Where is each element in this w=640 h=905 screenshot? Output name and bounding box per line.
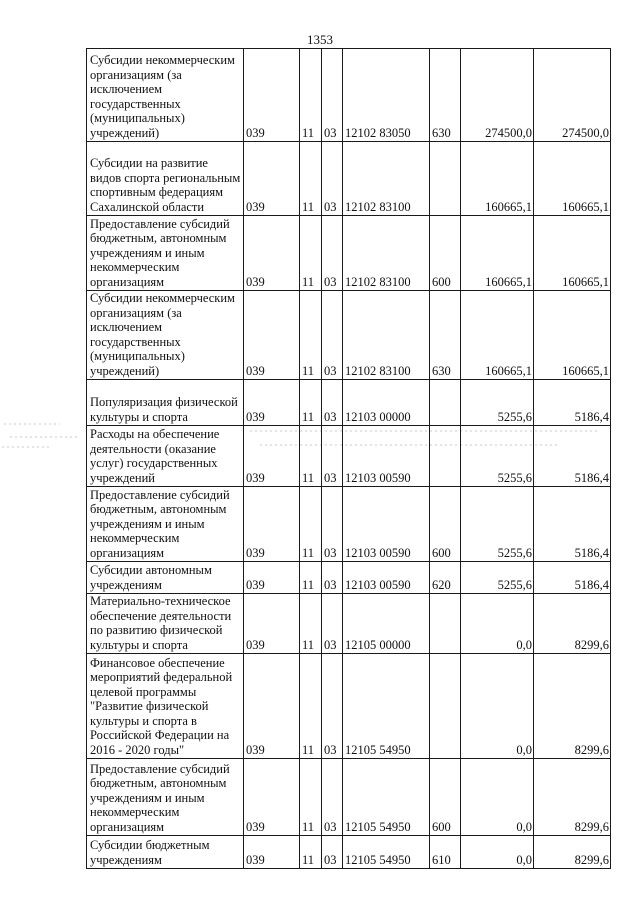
expense-type-code — [430, 594, 461, 654]
amount-2: 8299,6 — [534, 654, 611, 759]
subsection-code: 03 — [322, 759, 343, 836]
table-row — [87, 426, 611, 487]
row-name: Субсидии бюджетным учреждениям — [87, 836, 244, 869]
section-code: 11 — [300, 426, 322, 487]
amount-2: 5186,4 — [534, 487, 611, 562]
table-row — [87, 49, 611, 142]
row-name: Финансовое обеспечение мероприятий федеральной целевой программы "Развитие физической культуры и спорта в Российской Федерации на 2016 - 2020 годы" — [87, 654, 244, 759]
row-name: Предоставление субсидий бюджетным, автономным учреждениям и иным некоммерческим организациям — [87, 216, 244, 291]
target-code: 12105 00000 — [343, 594, 430, 654]
section-code: 11 — [300, 291, 322, 380]
amount-1: 0,0 — [461, 654, 534, 759]
target-code: 12102 83100 — [343, 216, 430, 291]
page-number: 1353 — [307, 32, 333, 47]
amount-2: 8299,6 — [534, 594, 611, 654]
row-name: Расходы на обеспечение деятельности (оказание услуг) государственных учреждений — [87, 426, 244, 487]
target-code: 12103 00590 — [343, 426, 430, 487]
target-code: 12102 83100 — [343, 291, 430, 380]
ministry-code: 039 — [244, 49, 300, 142]
ministry-code: 039 — [244, 426, 300, 487]
amount-1: 0,0 — [461, 836, 534, 869]
amount-1: 160665,1 — [461, 291, 534, 380]
target-code: 12103 00590 — [343, 562, 430, 594]
ministry-code: 039 — [244, 759, 300, 836]
table-row — [87, 487, 611, 562]
ministry-code: 039 — [244, 654, 300, 759]
row-name: Материально-техническое обеспечение деятельности по развитию физической культуры и спорта — [87, 594, 244, 654]
amount-1: 5255,6 — [461, 487, 534, 562]
section-code: 11 — [300, 836, 322, 869]
subsection-code: 03 — [322, 654, 343, 759]
expense-type-code — [430, 426, 461, 487]
section-code: 11 — [300, 142, 322, 216]
expense-type-code — [430, 142, 461, 216]
amount-2: 274500,0 — [534, 49, 611, 142]
expense-type-code: 630 — [430, 49, 461, 142]
row-name: Предоставление субсидий бюджетным, автономным учреждениям и иным некоммерческим организациям — [87, 759, 244, 836]
amount-2: 160665,1 — [534, 291, 611, 380]
section-code: 11 — [300, 216, 322, 291]
amount-2: 5186,4 — [534, 562, 611, 594]
table-row — [87, 142, 611, 216]
row-name: Популяризация физической культуры и спорта — [87, 380, 244, 426]
target-code: 12105 54950 — [343, 836, 430, 869]
ministry-code: 039 — [244, 836, 300, 869]
subsection-code: 03 — [322, 142, 343, 216]
ministry-code: 039 — [244, 216, 300, 291]
subsection-code: 03 — [322, 216, 343, 291]
table-row — [87, 380, 611, 426]
amount-1: 274500,0 — [461, 49, 534, 142]
table-row — [87, 654, 611, 759]
table-row — [87, 594, 611, 654]
subsection-code: 03 — [322, 291, 343, 380]
subsection-code: 03 — [322, 562, 343, 594]
table-row — [87, 291, 611, 380]
subsection-code: 03 — [322, 426, 343, 487]
amount-1: 5255,6 — [461, 380, 534, 426]
table-row — [87, 216, 611, 291]
target-code: 12103 00590 — [343, 487, 430, 562]
budget-table — [86, 48, 611, 869]
amount-2: 8299,6 — [534, 836, 611, 869]
expense-type-code: 600 — [430, 487, 461, 562]
table-row — [87, 759, 611, 836]
amount-2: 160665,1 — [534, 216, 611, 291]
section-code: 11 — [300, 49, 322, 142]
table-row — [87, 836, 611, 869]
amount-1: 160665,1 — [461, 216, 534, 291]
ministry-code: 039 — [244, 380, 300, 426]
target-code: 12102 83100 — [343, 142, 430, 216]
ministry-code: 039 — [244, 487, 300, 562]
subsection-code: 03 — [322, 487, 343, 562]
row-name: Предоставление субсидий бюджетным, автономным учреждениям и иным некоммерческим организациям — [87, 487, 244, 562]
section-code: 11 — [300, 654, 322, 759]
subsection-code: 03 — [322, 594, 343, 654]
expense-type-code: 600 — [430, 216, 461, 291]
subsection-code: 03 — [322, 836, 343, 869]
amount-2: 5186,4 — [534, 380, 611, 426]
section-code: 11 — [300, 562, 322, 594]
ministry-code: 039 — [244, 594, 300, 654]
ministry-code: 039 — [244, 562, 300, 594]
ministry-code: 039 — [244, 291, 300, 380]
amount-1: 5255,6 — [461, 426, 534, 487]
amount-2: 160665,1 — [534, 142, 611, 216]
expense-type-code: 600 — [430, 759, 461, 836]
target-code: 12103 00000 — [343, 380, 430, 426]
section-code: 11 — [300, 487, 322, 562]
expense-type-code — [430, 654, 461, 759]
expense-type-code: 610 — [430, 836, 461, 869]
amount-2: 8299,6 — [534, 759, 611, 836]
amount-1: 160665,1 — [461, 142, 534, 216]
target-code: 12102 83050 — [343, 49, 430, 142]
row-name: Субсидии на развитие видов спорта региональным спортивным федерациям Сахалинской области — [87, 142, 244, 216]
expense-type-code — [430, 380, 461, 426]
row-name: Субсидии автономным учреждениям — [87, 562, 244, 594]
expense-type-code: 620 — [430, 562, 461, 594]
row-name: Субсидии некоммерческим организациям (за исключением государственных (муниципальных) учреждений) — [87, 291, 244, 380]
section-code: 11 — [300, 380, 322, 426]
ministry-code: 039 — [244, 142, 300, 216]
section-code: 11 — [300, 759, 322, 836]
amount-1: 0,0 — [461, 594, 534, 654]
target-code: 12105 54950 — [343, 654, 430, 759]
subsection-code: 03 — [322, 380, 343, 426]
expense-type-code: 630 — [430, 291, 461, 380]
row-name: Субсидии некоммерческим организациям (за исключением государственных (муниципальных) учреждений) — [87, 49, 244, 142]
subsection-code: 03 — [322, 49, 343, 142]
section-code: 11 — [300, 594, 322, 654]
target-code: 12105 54950 — [343, 759, 430, 836]
amount-1: 5255,6 — [461, 562, 534, 594]
table-row — [87, 562, 611, 594]
amount-1: 0,0 — [461, 759, 534, 836]
amount-2: 5186,4 — [534, 426, 611, 487]
